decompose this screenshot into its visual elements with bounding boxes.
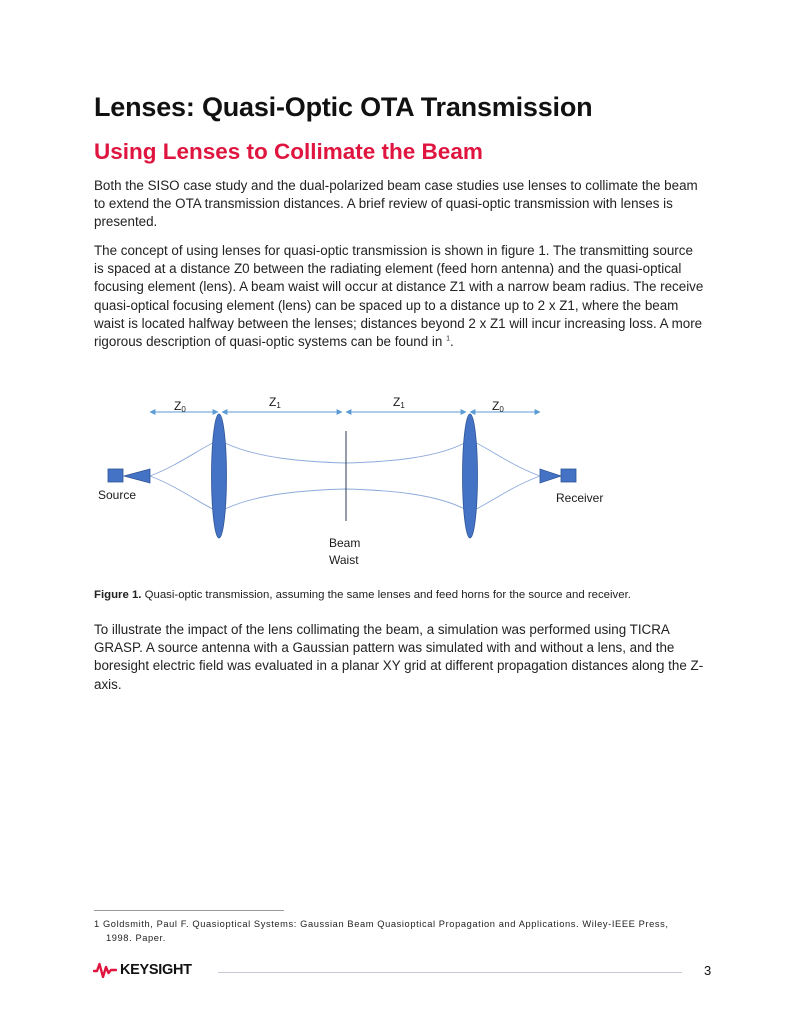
paragraph-simulation: To illustrate the impact of the lens collimating the beam, a simulation was performed using TICRA GRASP. A source antenna with a Gaussian pattern was simulated with and without a lens, and the boresight electric field was evaluated in a planar XY grid at different propagation distances along the Z-axis. (94, 622, 704, 692)
distance-label-z1-right: Z1 (393, 395, 405, 410)
figure-caption-label: Figure 1. (94, 589, 142, 601)
receiver-feed-block (561, 469, 576, 482)
footnote-line1: Goldsmith, Paul F. Quasioptical Systems: Gaussian Beam Quasioptical Propagation and Applications. Wiley-IEEE Press, (102, 919, 669, 929)
distance-label-z1-left: Z1 (269, 395, 281, 410)
paragraph-concept-text: The concept of using lenses for quasi-optic transmission is shown in figure 1. The transmitting source is spaced at a distance Z0 between the radiating element (feed horn antenna) and the quasi-optical focusing element (lens). A beam waist will occur at distance Z1 with a narrow beam radius. The receive quasi-optical focusing element (lens) can be spaced up to a distance up to 2 x Z1, where the beam waist is located halfway between the lenses; distances beyond 2 x Z1 will incur increasing loss. A more rigorous description of quasi-optic systems can be found in (94, 243, 704, 350)
source-feed-block (108, 469, 123, 482)
lens-left (212, 414, 227, 538)
footnote-line2: 1998. Paper. (106, 932, 166, 943)
beam-envelope-upper (150, 440, 540, 476)
receiver-label: Receiver (556, 491, 604, 505)
footnote-number: 1 (94, 919, 100, 929)
lens-right (463, 414, 478, 538)
footer-divider (218, 972, 682, 973)
paragraph-concept-period: . (449, 334, 454, 350)
page-title: Lenses: Quasi-Optic OTA Transmission (94, 92, 593, 122)
figure-caption-text: Quasi-optic transmission, assuming the same lenses and feed horns for the source and receiver. (141, 589, 631, 601)
keysight-logo (93, 961, 192, 979)
quasi-optic-diagram (94, 385, 624, 575)
distance-label-z0-right: Z0 (492, 399, 504, 414)
beam-waist-label-line1: Beam (329, 536, 361, 550)
receiver-feed-horn (540, 469, 561, 483)
paragraph-concept (94, 242, 704, 351)
keysight-wordmark: KEYSIGHT (120, 962, 192, 978)
beam-waist-label-line2: Waist (329, 553, 359, 567)
section-title: Using Lenses to Collimate the Beam (94, 139, 483, 164)
beam-envelope-lower (150, 476, 540, 512)
distance-label-z0-left: Z0 (174, 399, 186, 414)
footnote (94, 918, 709, 945)
paragraph-intro: Both the SISO case study and the dual-polarized beam case studies use lenses to collimate the beam to extend the OTA transmission distances. A brief review of quasi-optic transmission with lenses is presented. (94, 178, 698, 230)
page-number: 3 (704, 963, 712, 978)
keysight-wave-icon (93, 962, 117, 978)
footnote-reference[interactable]: 1 (446, 335, 450, 343)
source-feed-horn (124, 469, 150, 483)
source-label: Source (98, 488, 137, 502)
footnote-divider (94, 910, 284, 911)
figure-caption (94, 589, 631, 601)
